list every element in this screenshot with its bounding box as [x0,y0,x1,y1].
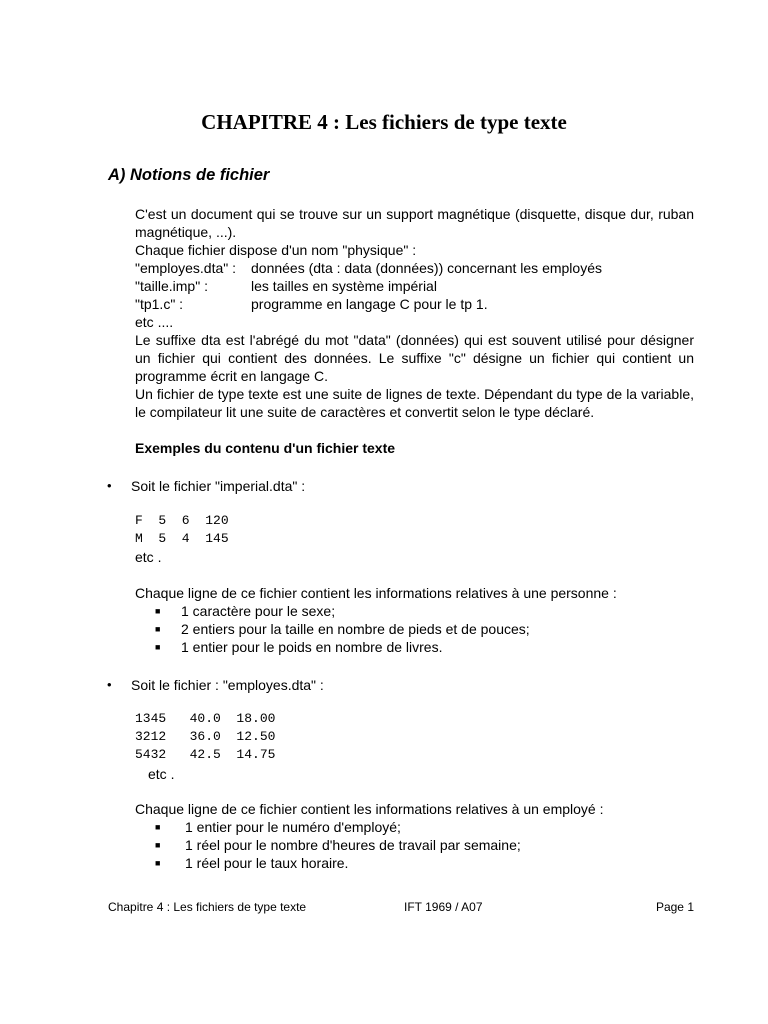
file-name: "employes.dta" : [135,260,236,276]
file-desc: programme en langage C pour le tp 1. [251,296,488,312]
page-title: CHAPITRE 4 : Les fichiers de type texte [201,110,567,134]
list-item [155,602,530,620]
square-bullet-icon: ■ [155,642,161,652]
footer-left: Chapitre 4 : Les fichiers de type texte [108,900,307,914]
file-name: "tp1.c" : [135,296,184,312]
square-bullet-icon: ■ [155,624,161,634]
code-line: F 5 6 120 [135,513,229,528]
example-2-etc: etc . [148,766,175,782]
list-item [155,620,530,638]
code-line: M 5 4 145 [135,531,229,546]
example-1-label: Soit le fichier "imperial.dta" : [131,478,306,494]
bullet-icon: • [107,677,112,692]
file-names-block [135,241,602,331]
file-desc: les tailles en système impérial [251,278,437,294]
code-line: 3212 36.0 12.50 [135,729,276,744]
etc-line: etc .... [135,314,174,330]
square-bullet-icon: ■ [155,858,161,868]
square-bullet-icon: ■ [155,606,161,616]
text-file-paragraph: Un fichier de type texte est une suite de lignes de texte. Dépendant du type de la variable, le compilateur lit une suite de caractères et convertit selon le type déclaré. [135,386,694,420]
list-item [155,638,530,656]
list-item-text: 2 entiers pour la taille en nombre de pieds et de pouces; [181,621,530,637]
intro-line-2: Chaque fichier dispose d'un nom "physique" : [135,242,417,258]
file-name-row [135,295,602,313]
list-item [155,854,521,872]
list-item [155,818,521,836]
example-1-bullet [107,477,305,495]
list-item [155,836,521,854]
list-item-text: 1 caractère pour le sexe; [181,603,336,619]
example-2-label: Soit le fichier : "employes.dta" : [131,677,324,693]
example-1-etc: etc . [135,549,162,565]
square-bullet-icon: ■ [155,822,161,832]
example-2-desc: Chaque ligne de ce fichier contient les informations relatives à un employé : [135,801,604,817]
suffix-paragraph: Le suffixe dta est l'abrégé du mot "data" (données) qui est souvent utilisé pour désigner un fichier qui contient des données. Le suffixe "c" désigne un fichier qui contient un programme écrit en langage C. [135,332,694,384]
examples-heading: Exemples du contenu d'un fichier texte [135,440,396,456]
square-bullet-icon: ■ [155,840,161,850]
example-2-list [155,818,521,872]
file-name: "taille.imp" : [135,278,208,294]
footer-center: IFT 1969 / A07 [404,900,483,914]
code-line: 1345 40.0 18.00 [135,711,276,726]
list-item-text: 1 réel pour le taux horaire. [185,855,349,871]
file-name-row [135,259,602,277]
example-1-code [135,512,229,548]
example-1-list [155,602,530,656]
list-item-text: 1 réel pour le nombre d'heures de travail par semaine; [185,837,521,853]
list-item-text: 1 entier pour le numéro d'employé; [185,819,401,835]
file-desc: données (dta : data (données)) concernant les employés [251,260,602,276]
example-2-code [135,710,275,764]
section-heading: A) Notions de fichier [108,166,270,184]
code-line: 5432 42.5 14.75 [135,747,276,762]
footer-page-number: Page 1 [655,900,694,914]
intro-paragraph: C'est un document qui se trouve sur un support magnétique (disquette, disque dur, ruban magnétique, ...). [135,206,694,240]
example-1-desc: Chaque ligne de ce fichier contient les informations relatives à une personne : [135,585,617,601]
bullet-icon: • [107,478,112,493]
example-2-bullet [107,676,324,694]
list-item-text: 1 entier pour le poids en nombre de livres. [181,639,443,655]
file-name-row [135,277,602,295]
